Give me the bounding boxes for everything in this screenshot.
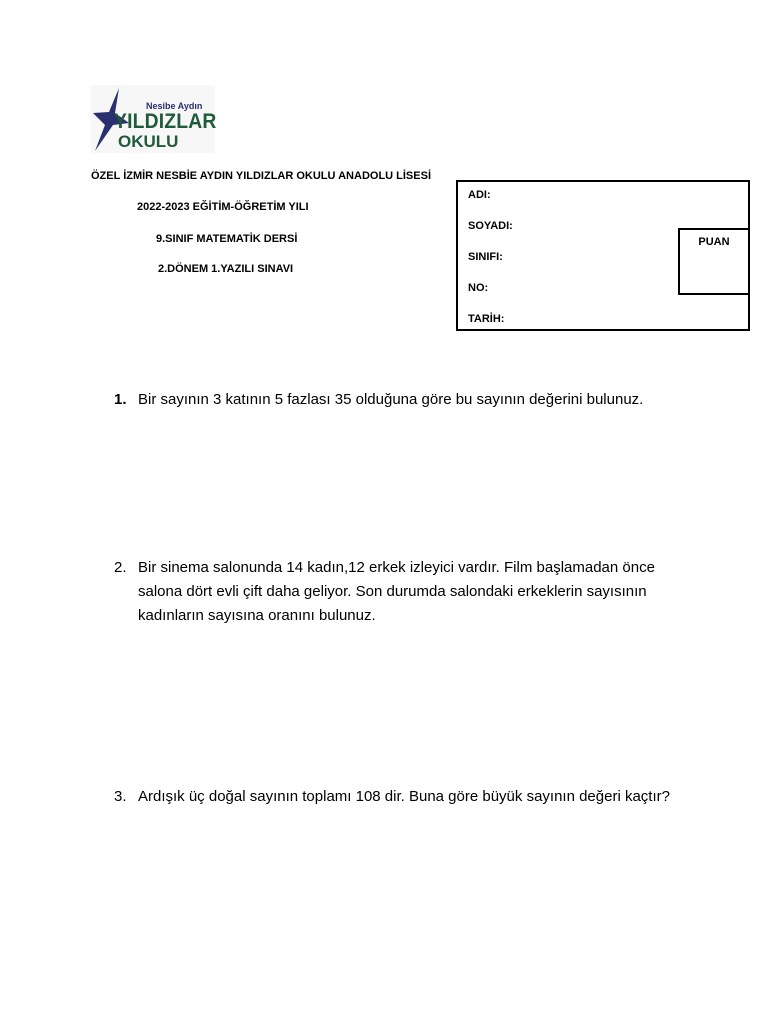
logo-bottom-text: OKULU [118,132,179,151]
question-number: 1. [114,391,127,408]
score-label: PUAN [698,236,730,248]
date-field-label: TARİH: [468,313,505,325]
name-field-label: ADI: [468,189,491,201]
logo-top-text: Nesibe Aydın [146,101,203,111]
question-text: Ardışık üç doğal sayının toplamı 108 dir. Buna göre büyük sayının değeri kaçtır? [138,788,670,805]
question-3 [114,785,684,809]
question-2 [114,556,684,628]
score-box [678,228,750,295]
number-field-label: NO: [468,282,489,294]
class-field-label: SINIFI: [468,251,503,263]
question-text: Bir sayının 3 katının 5 fazlası 35 olduğuna göre bu sayının değerini bulunuz. [138,391,644,408]
course-title: 9.SINIF MATEMATİK DERSİ [156,233,298,245]
question-number: 3. [114,788,127,805]
school-logo [91,85,215,153]
question-number: 2. [114,559,127,576]
exam-title: 2.DÖNEM 1.YAZILI SINAVI [158,263,294,275]
logo-middle-text: YILDIZLAR [114,110,217,133]
school-name: ÖZEL İZMİR NESBİE AYDIN YILDIZLAR OKULU ANADOLU LİSESİ [91,170,432,182]
surname-field-label: SOYADI: [468,220,513,232]
academic-year: 2022-2023 EĞİTİM-ÖĞRETİM YILI [137,201,309,213]
question-1 [114,388,684,412]
question-text: Bir sinema salonunda 14 kadın,12 erkek izleyici vardır. Film başlamadan önce salona dört evli çift daha geliyor. Son durumda salondaki erkeklerin sayısının kadınların sayısına oranını bulunuz. [138,559,655,624]
